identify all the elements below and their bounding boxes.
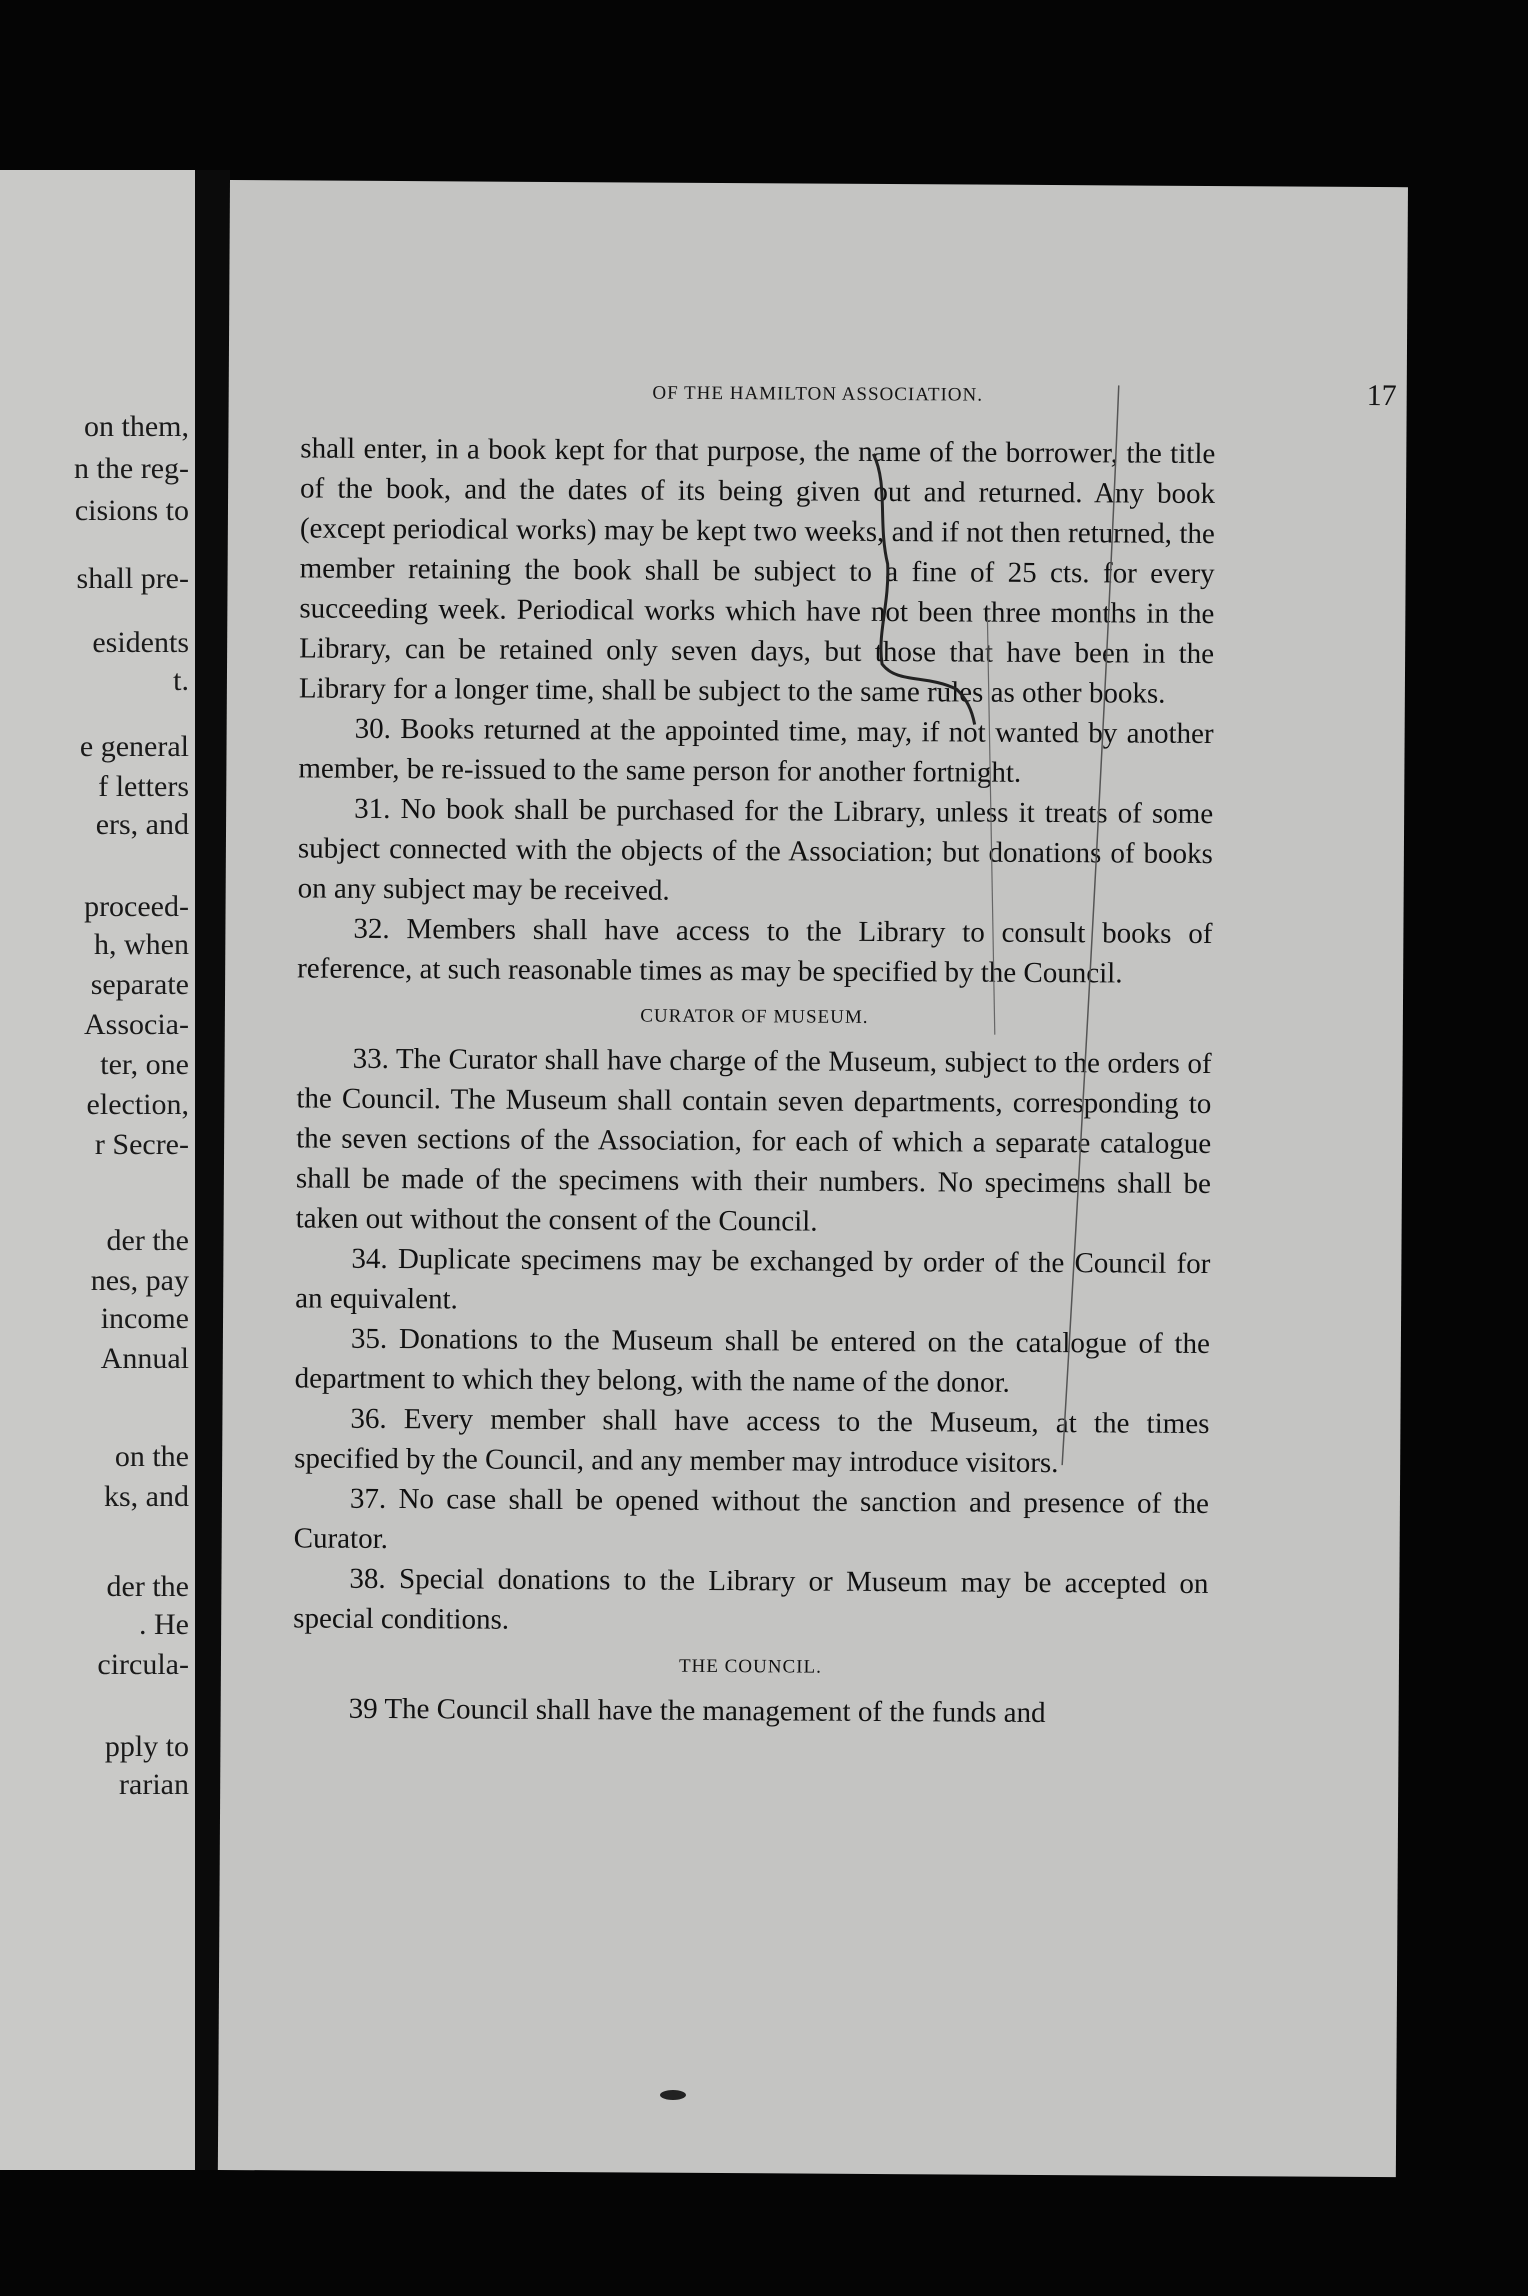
paragraph-29-continued: shall enter, in a book kept for that purpose, the name of the borrower, the title of the book, and the dates of its being given out and returned. Any book (except periodical works) may be kept two weeks, and if not then returned, the member retaining the book shall be subject to a fine of 25 cts. for every succeeding week. Periodical works which have not been three months in the Library, can be retained only seven days, but those that have been in the Library for a longer time, shall be subject to the same rules as other books.: [298, 432, 1216, 710]
left-page-line: . He: [139, 1608, 189, 1641]
left-page-line: proceed-: [84, 890, 189, 923]
page-body: [293, 428, 1216, 1734]
left-page-line: der the: [106, 1224, 189, 1257]
left-page-line: t.: [173, 664, 189, 697]
left-page-line: shall pre-: [76, 562, 189, 595]
left-page-line: nes, pay: [90, 1264, 189, 1297]
left-page-line: ers, and: [95, 808, 189, 841]
left-page-line: circula-: [97, 1648, 189, 1681]
left-page-line: pply to: [104, 1730, 189, 1763]
ink-blot: [660, 2090, 686, 2100]
left-page-line: election,: [86, 1088, 189, 1121]
left-page-line: separate: [90, 968, 189, 1001]
paragraph-35: 35. Donations to the Museum shall be entered on the catalogue of the department to which they belong, with the name of the donor.: [294, 1322, 1211, 1399]
heading-the-council: THE COUNCIL.: [678, 1655, 822, 1678]
left-page-line: ks, and: [104, 1480, 189, 1513]
left-page-line: on the: [114, 1440, 189, 1473]
left-page-line: Annual: [100, 1342, 189, 1375]
left-page-line: e general: [79, 730, 189, 763]
left-page-line: Associa-: [84, 1008, 189, 1041]
paragraph-30: 30. Books returned at the appointed time, may, if not wanted by another member, be re-issued to the same person for another fortnight.: [298, 712, 1214, 789]
paragraph-31: 31. No book shall be purchased for the Library, unless it treats of some subject connected with the objects of the Association; but donations of books on any subject may be received.: [297, 792, 1214, 907]
paragraph-38: 38. Special donations to the Library or Museum may be accepted on special conditions.: [293, 1562, 1209, 1636]
left-page-line: income: [100, 1302, 189, 1335]
left-page-line: r Secre-: [94, 1128, 189, 1161]
left-page-line: ter, one: [100, 1048, 189, 1081]
right-page: [218, 180, 1408, 2177]
paragraph-37: 37. No case shall be opened without the sanction and presence of the Curator.: [293, 1482, 1210, 1555]
left-page-fragment: [0, 170, 195, 2170]
left-page-line: on them,: [84, 410, 189, 443]
left-page-line: esidents: [92, 626, 189, 659]
paragraph-33: 33. The Curator shall have charge of the Museum, subject to the orders of the Council. The Museum shall contain seven departments, corresponding to the seven sections of the Association, for each of which a separate catalogue shall be made of the specimens with their numbers. No specimens shall be taken out without the consent of the Council.: [295, 1042, 1212, 1238]
left-page-line: der the: [106, 1570, 189, 1603]
page-number: 17: [1366, 378, 1397, 413]
left-page-line: cisions to: [74, 494, 189, 527]
paragraph-32: 32. Members shall have access to the Library to consult books of reference, at such reasonable times as may be specified by the Council.: [297, 912, 1213, 990]
paragraph-39: 39 The Council shall have the management of the funds and: [348, 1692, 1046, 1730]
running-head: OF THE HAMILTON ASSOCIATION.: [652, 382, 984, 406]
heading-curator-of-museum: CURATOR OF MUSEUM.: [640, 1005, 869, 1028]
left-page-line: rarian: [119, 1768, 189, 1801]
paragraph-36: 36. Every member shall have access to the Museum, at the times specified by the Council, and any member may introduce visitors.: [294, 1402, 1210, 1480]
paragraph-34: 34. Duplicate specimens may be exchanged by order of the Council for an equivalent.: [295, 1242, 1211, 1316]
left-page-line: h, when: [94, 928, 189, 961]
left-page-line: f letters: [98, 770, 189, 803]
left-page-line: n the reg-: [74, 452, 189, 485]
